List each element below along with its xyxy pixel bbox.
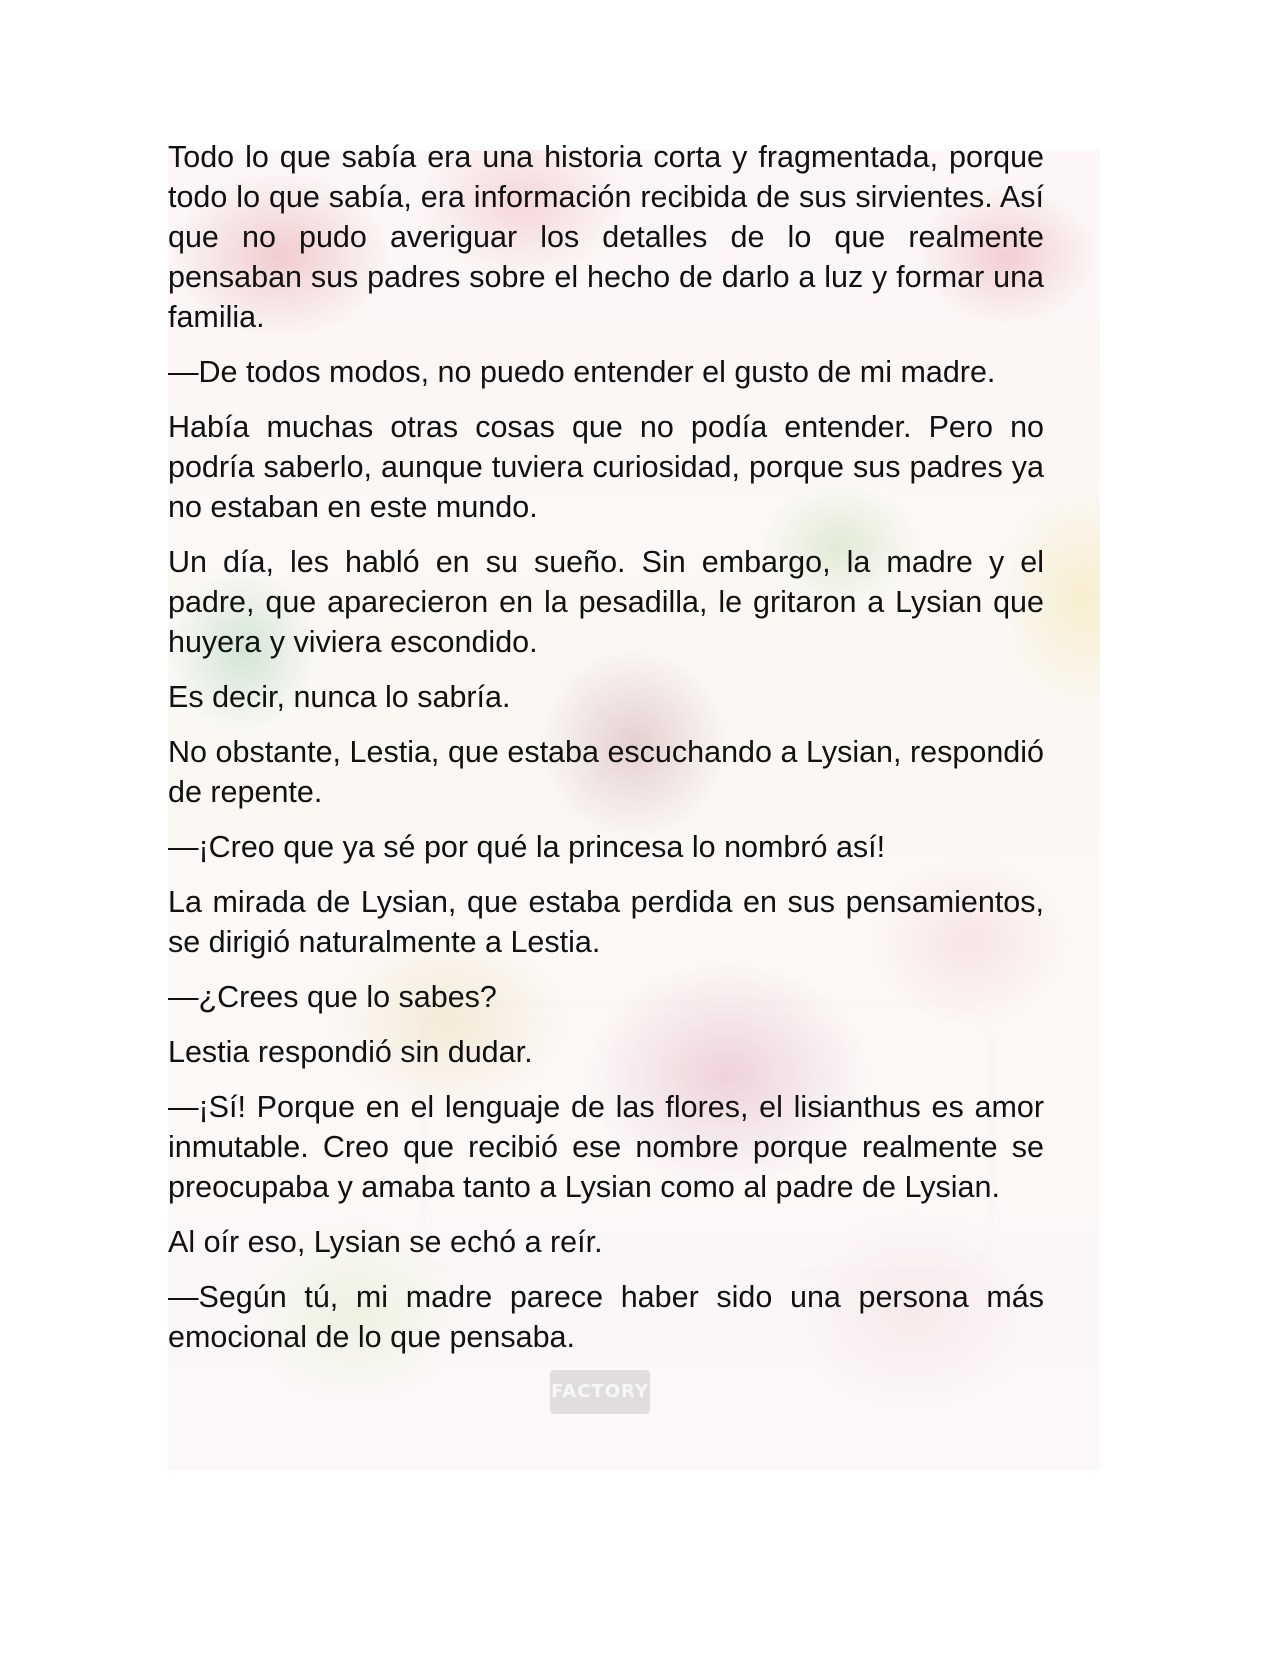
paragraph: —De todos modos, no puedo entender el gusto de mi madre. — [168, 355, 996, 389]
body-text — [168, 137, 1044, 1372]
paragraph: No obstante, Lestia, que estaba escuchando a Lysian, respondió de repente. — [168, 735, 1044, 809]
paragraph: Había muchas otras cosas que no podía entender. Pero no podría saberlo, aunque tuviera curiosidad, porque sus padres ya no estaban en este mundo. — [168, 410, 1044, 524]
paragraph: —¡Sí! Porque en el lenguaje de las flores, el lisianthus es amor inmutable. Creo que recibió ese nombre porque realmente se preocupaba y amaba tanto a Lysian como al padre de Lysian. — [168, 1090, 1044, 1204]
paragraph: —¿Crees que lo sabes? — [168, 980, 497, 1014]
paragraph: Lestia respondió sin dudar. — [168, 1035, 533, 1069]
paragraph: Todo lo que sabía era una historia corta y fragmentada, porque todo lo que sabía, era información recibida de sus sirvientes. Así que no pudo averiguar los detalles de lo que realmente pensaban sus padres sobre el hecho de darlo a luz y formar una familia. — [168, 140, 1044, 334]
paragraph: Un día, les habló en su sueño. Sin embargo, la madre y el padre, que aparecieron en la pesadilla, le gritaron a Lysian que huyera y viviera escondido. — [168, 545, 1044, 659]
paragraph: Es decir, nunca lo sabría. — [168, 680, 511, 714]
paragraph: —¡Creo que ya sé por qué la princesa lo nombró así! — [168, 830, 886, 864]
paragraph: La mirada de Lysian, que estaba perdida en sus pensamientos, se dirigió naturalmente a Lestia. — [168, 885, 1044, 959]
paragraph: Al oír eso, Lysian se echó a reír. — [168, 1225, 603, 1259]
watermark-badge: FACTORY — [550, 1370, 650, 1414]
paragraph: —Según tú, mi madre parece haber sido una persona más emocional de lo que pensaba. — [168, 1280, 1044, 1354]
